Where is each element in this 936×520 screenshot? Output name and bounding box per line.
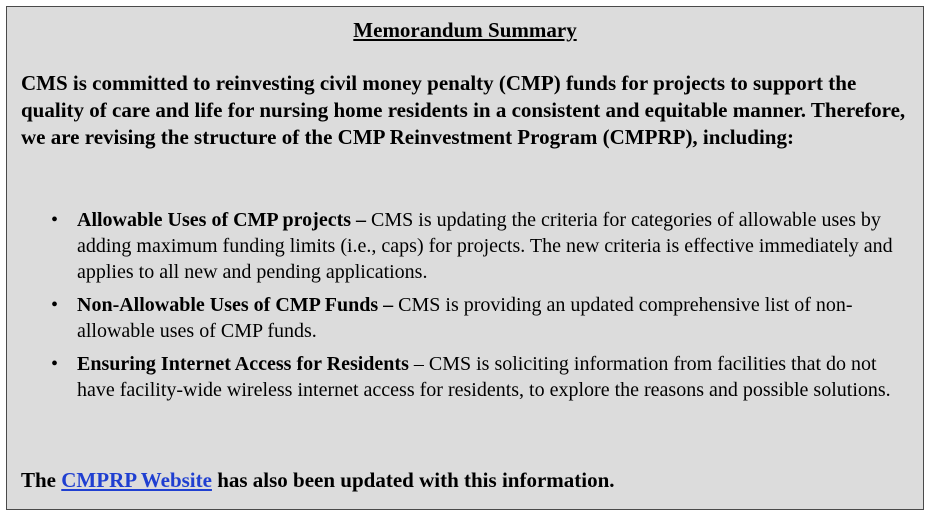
memorandum-summary-box (6, 6, 924, 510)
bullet-dot-icon: • (51, 209, 59, 231)
bullet-text: CMS is updating the criteria for categories of allowable uses by adding maximum funding limits (i.e., caps) for projects. The new criteria is effective immediately and applies to all new and pending applications. (77, 209, 893, 283)
closing-suffix: has also been updated with this information. (211, 468, 615, 492)
memo-closing-line (21, 467, 911, 493)
bullet-heading: Ensuring Internet Access for Residents (77, 353, 409, 375)
memo-bullet-list (47, 207, 907, 410)
bullet-item-non-allowable-uses (47, 292, 907, 344)
memo-title: Memorandum Summary (353, 18, 577, 42)
bullet-heading: Non-Allowable Uses of CMP Funds – (77, 294, 394, 316)
memo-intro-paragraph: CMS is committed to reinvesting civil money penalty (CMP) funds for projects to support the quality of care and life for nursing home residents in a consistent and equitable manner. Therefore, we are revising the structure of the CMP Reinvestment Program (CMPRP), including: (21, 71, 906, 149)
bullet-dot-icon: • (51, 294, 59, 316)
bullet-heading: Allowable Uses of CMP projects – (77, 209, 367, 231)
cmprp-website-link[interactable]: CMPRP Website (61, 468, 212, 492)
bullet-item-allowable-uses (47, 207, 907, 285)
bullet-item-internet-access (47, 351, 907, 403)
bullet-text: CMS is providing an updated comprehensive list of non-allowable uses of CMP funds. (77, 294, 853, 342)
bullet-text: – CMS is soliciting information from facilities that do not have facility-wide wireless internet access for residents, to explore the reasons and possible solutions. (77, 353, 891, 401)
closing-prefix: The (21, 468, 62, 492)
bullet-dot-icon: • (51, 353, 59, 375)
